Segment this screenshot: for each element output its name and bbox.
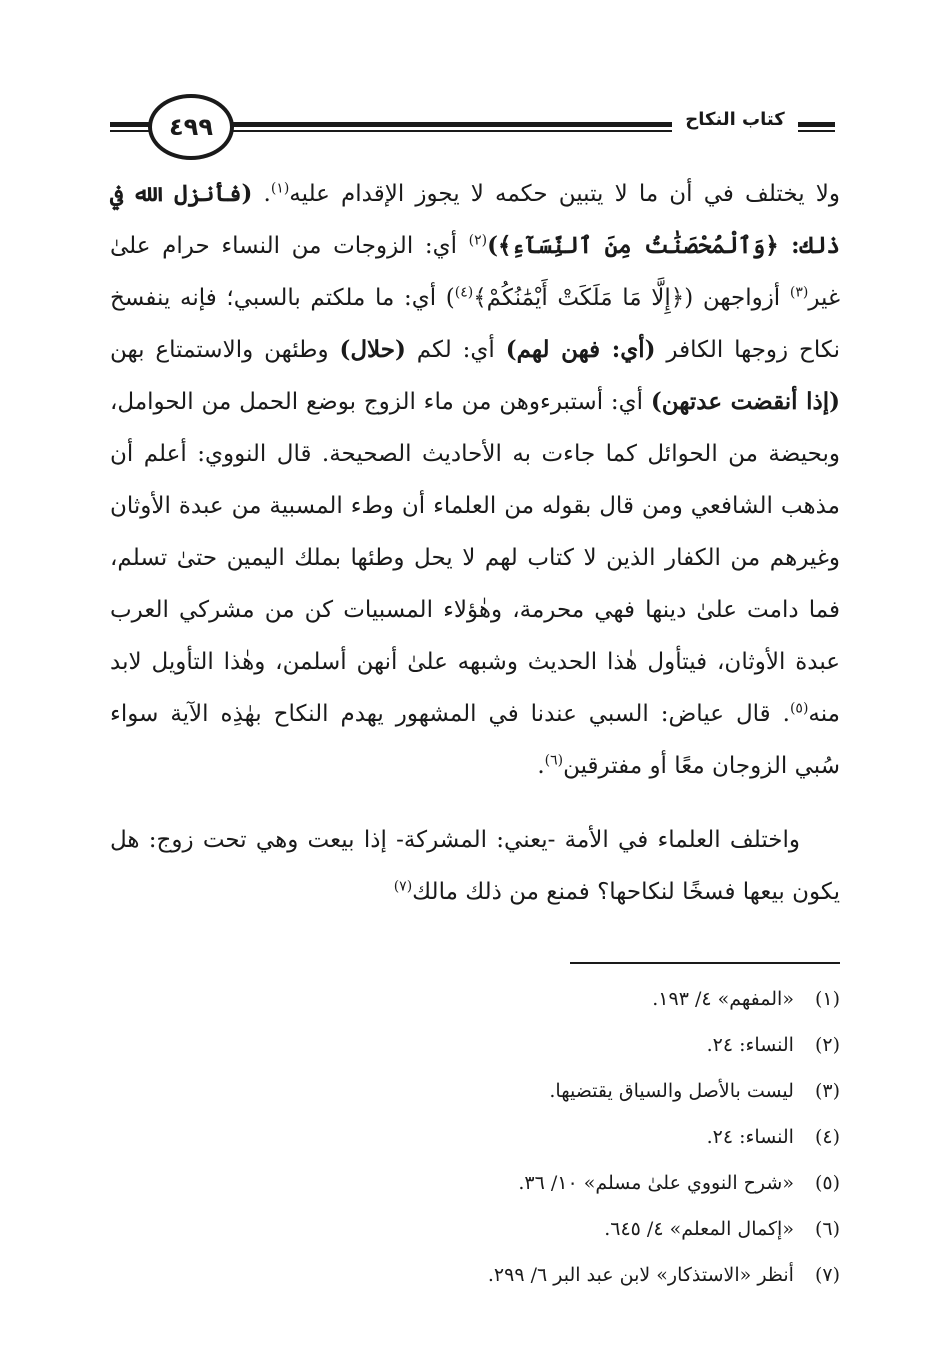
footnote bbox=[110, 1022, 840, 1068]
text-segment: واختلف العلماء في الأمة -يعني: المشركة- إذا بيعت وهي تحت زوج: هل يكون بيعها فسخًا لنكاحها؟ فمنع من ذلك مالك bbox=[110, 827, 840, 905]
text-segment: ولا يختلف في أن ما لا يتبين حكمه لا يجوز الإقدام عليه bbox=[289, 181, 840, 207]
footnote-ref: (٧) bbox=[393, 878, 413, 895]
footnote-text: «شرح النووي علىٰ مسلم» ١٠/ ٣٦. bbox=[518, 1172, 794, 1194]
footnote bbox=[110, 1068, 840, 1114]
footnote-number: (٧) bbox=[814, 1264, 840, 1286]
header-rule bbox=[798, 130, 835, 132]
footnote-text: النساء: ٢٤. bbox=[706, 1034, 794, 1056]
footnote-number: (٣) bbox=[814, 1080, 840, 1102]
bold-matn: (فأنزل الله في ذلك: bbox=[110, 180, 840, 259]
footnote bbox=[110, 1114, 840, 1160]
quran-quote: ﴿وَٱلْمُحْصَنَٰتُ مِنَ ٱلنِّسَآءِ﴾) bbox=[487, 232, 779, 259]
footnote-separator bbox=[570, 962, 840, 964]
bold-matn: (أي: فهن لهم) bbox=[505, 336, 656, 363]
footnote-ref: (١) bbox=[270, 180, 290, 197]
text-segment: . قال عياض: السبي عندنا في المشهور يهدم النكاح بهٰذِه الآية سواء سُبي الزوجان معًا أو مفترقين bbox=[110, 701, 840, 779]
header-rule bbox=[222, 122, 672, 127]
header-rule bbox=[222, 130, 672, 132]
footnote-ref: (٥) bbox=[789, 700, 809, 717]
footnote-text: «إكمال المعلم» ٤/ ٦٤٥. bbox=[604, 1218, 794, 1240]
text-segment: أي: لكم bbox=[405, 337, 506, 363]
paragraph bbox=[110, 168, 840, 792]
bold-matn: (حلال) bbox=[339, 336, 406, 363]
page-header bbox=[110, 92, 835, 162]
footnote-ref: (٢) bbox=[468, 232, 488, 249]
footnote-text: أنظر «الاستذكار» لابن عبد البر ٦/ ٢٩٩. bbox=[487, 1264, 794, 1286]
page-number: ٤٩٩ bbox=[169, 113, 213, 141]
footnote-number: (٤) bbox=[814, 1126, 840, 1148]
footnote-ref: (٣) bbox=[789, 284, 809, 301]
running-title: كتاب النكاح bbox=[676, 109, 794, 130]
footnote-ref: (٤) bbox=[454, 284, 474, 301]
footnote bbox=[110, 1160, 840, 1206]
footnote-ref: (٦) bbox=[544, 752, 564, 769]
footnotes bbox=[110, 976, 840, 1298]
text-segment: . bbox=[537, 753, 545, 779]
text-segment: أي: الزوجات من النساء حرام علىٰ غير bbox=[110, 233, 840, 311]
footnote-text: النساء: ٢٤. bbox=[706, 1126, 794, 1148]
footnote-text: «المفهم» ٤/ ١٩٣. bbox=[652, 988, 794, 1010]
bold-matn: (إذا أنقضت عدتهن) bbox=[650, 388, 840, 415]
footnote-number: (١) bbox=[814, 988, 840, 1010]
page-number-badge bbox=[148, 94, 234, 160]
header-rule bbox=[798, 122, 835, 127]
footnote-number: (٥) bbox=[814, 1172, 840, 1194]
footnote-number: (٦) bbox=[814, 1218, 840, 1240]
footnote bbox=[110, 1206, 840, 1252]
footnote bbox=[110, 1252, 840, 1298]
paragraph bbox=[110, 814, 840, 918]
footnote-text: ليست بالأصل والسياق يقتضيها. bbox=[549, 1080, 794, 1102]
footnote bbox=[110, 976, 840, 1022]
quran-quote: أزواجهن (﴿إِلَّا مَا مَلَكَتْ أَيْمَٰنُكُمْ﴾ bbox=[473, 285, 790, 311]
text-segment: أي: أستبرءوهن من ماء الزوج بوضع الحمل من الحوامل، وبحيضة من الحوائل كما جاءت به الأحاديث الصحيحة. قال النووي: أعلم أن مذهب الشافعي ومن قال بقوله من العلماء أن وطء المسبية من عبدة الأوثان وغيرهم من الكفار الذين لا كتاب لهم لا يحل وطئها بملك اليمين حتىٰ تسلم، فما دامت علىٰ دينها فهي محرمة، وهٰؤلاء المسبيات كن من مشركي العرب عبدة الأوثان، فيتأول هٰذا الحديث وشبهه علىٰ أنهن أسلمن، وهٰذا التأويل لابد منه bbox=[110, 389, 840, 727]
text-segment: ) أي: ما ملكتم بالسبي؛ فإنه ينفسخ نكاح زوجها الكافر bbox=[110, 285, 840, 363]
text-segment: . bbox=[252, 181, 271, 207]
text-segment: وطئهن والاستمتاع بهن bbox=[110, 337, 340, 363]
main-text bbox=[110, 168, 840, 918]
footnote-number: (٢) bbox=[814, 1034, 840, 1056]
